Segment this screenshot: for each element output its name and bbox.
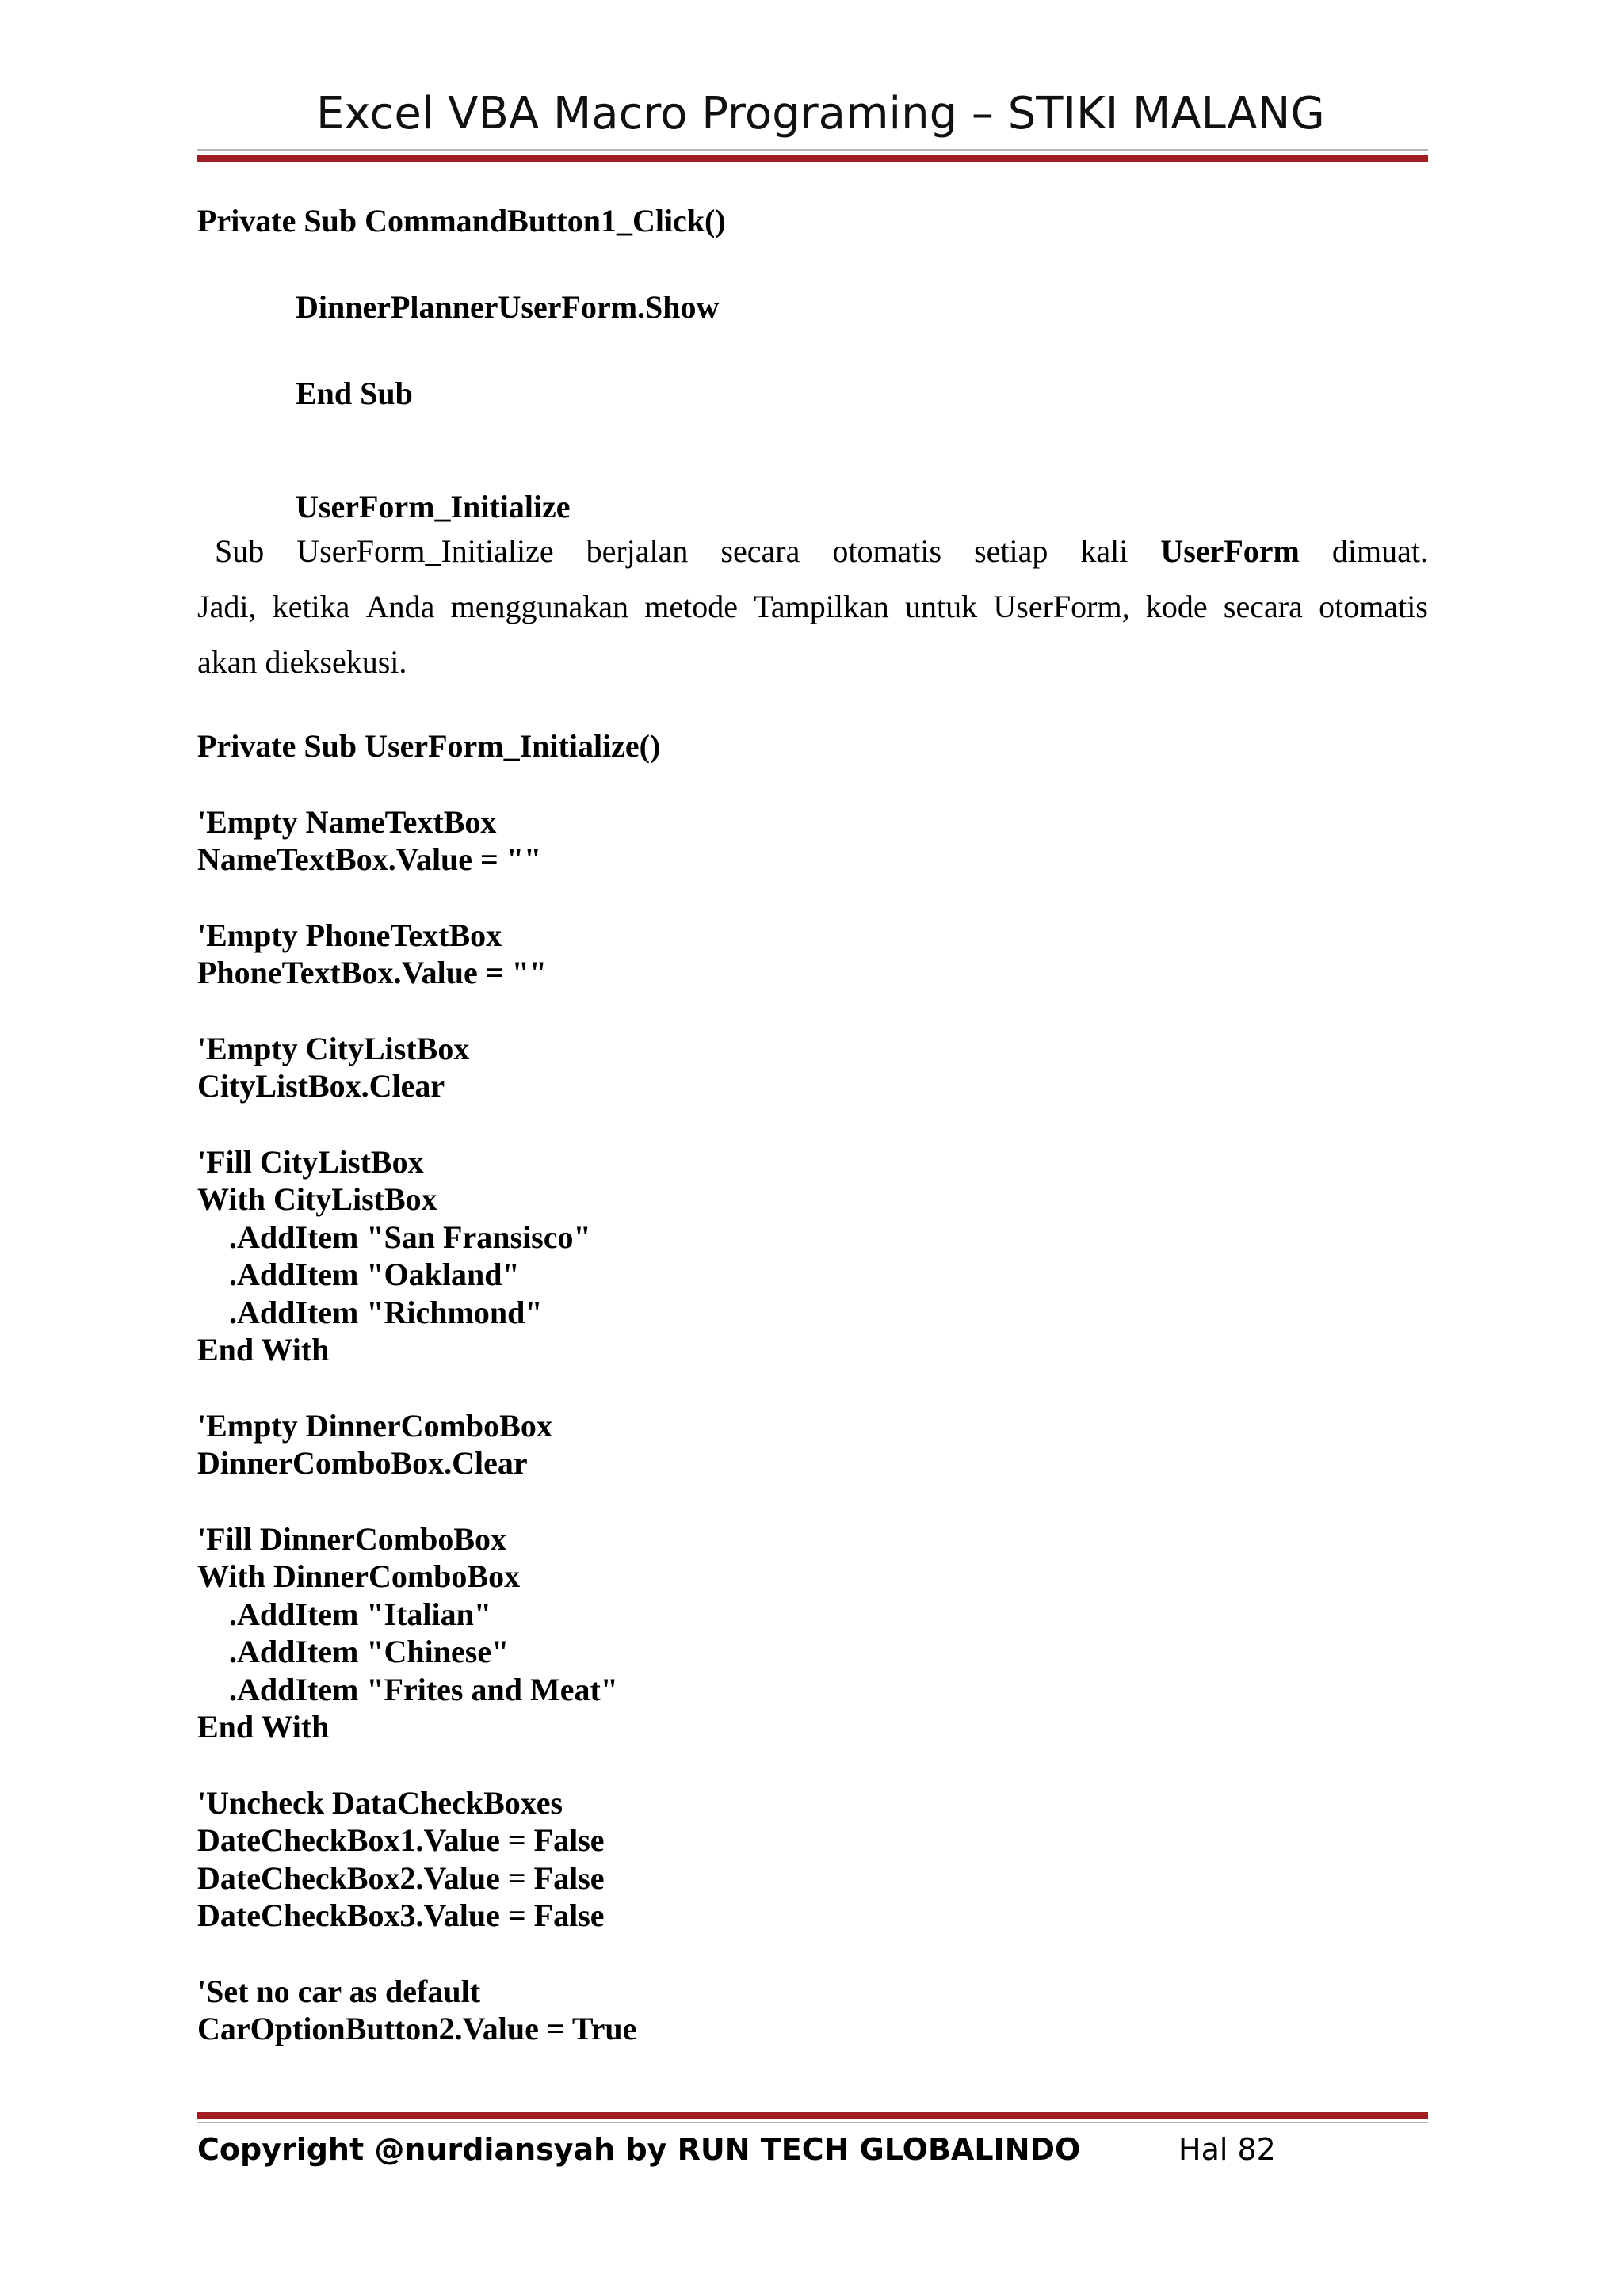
page-header-title: Excel VBA Macro Programing – STIKI MALANG — [316, 88, 1325, 139]
code-line: CityListBox.Clear — [197, 1068, 445, 1104]
paragraph-word: otomatis — [832, 533, 942, 569]
code-line: With CityListBox — [197, 1181, 437, 1217]
code-line: Private Sub UserForm_Initialize() — [197, 728, 661, 764]
paragraph-word: berjalan — [586, 533, 689, 569]
code-line: 'Empty DinnerComboBox — [197, 1408, 552, 1444]
code-line: .AddItem "Chinese" — [229, 1634, 510, 1669]
code-line: DateCheckBox2.Value = False — [197, 1860, 605, 1896]
code-line: .AddItem "Italian" — [229, 1596, 492, 1632]
footer-page-number: Hal 82 — [1178, 2132, 1276, 2167]
code-line: PhoneTextBox.Value = "" — [197, 955, 547, 990]
section-heading: UserForm_Initialize — [296, 489, 571, 524]
description-paragraph — [197, 533, 1428, 680]
code-line: End With — [197, 1709, 330, 1745]
paragraph-word: kali — [1080, 533, 1128, 569]
paragraph-line-1 — [197, 533, 1428, 569]
code-line: CarOptionButton2.Value = True — [197, 2011, 637, 2046]
paragraph-word: secara — [1223, 589, 1303, 624]
paragraph-word: ketika — [272, 589, 350, 624]
code-line: 'Uncheck DataCheckBoxes — [197, 1785, 563, 1821]
code-line: 'Empty NameTextBox — [197, 804, 497, 840]
code-line: NameTextBox.Value = "" — [197, 841, 542, 877]
paragraph-word: setiap — [974, 533, 1048, 569]
code-line-sub-decl: Private Sub CommandButton1_Click() — [197, 203, 726, 238]
code-line: 'Fill DinnerComboBox — [197, 1521, 507, 1557]
paragraph-line-2 — [197, 591, 1428, 623]
footer-rule-thin — [197, 2122, 1428, 2123]
paragraph-line-3: akan dieksekusi. — [197, 644, 407, 680]
paragraph-word: Anda — [365, 589, 435, 624]
code-line-end-sub: End Sub — [296, 376, 413, 411]
code-line-show: DinnerPlannerUserForm.Show — [296, 289, 720, 325]
code-line: DateCheckBox1.Value = False — [197, 1822, 605, 1858]
paragraph-word: UserForm, — [993, 589, 1130, 624]
paragraph-word: untuk — [905, 589, 978, 624]
code-line: .AddItem "Frites and Meat" — [229, 1672, 619, 1707]
paragraph-word: UserForm_Initialize — [296, 533, 554, 569]
code-line: End With — [197, 1332, 330, 1367]
paragraph-word: Jadi, — [197, 589, 257, 624]
paragraph-word: dimuat. — [1331, 533, 1428, 569]
code-line: DateCheckBox3.Value = False — [197, 1897, 605, 1933]
paragraph-word: Sub — [215, 533, 265, 569]
code-line: With DinnerComboBox — [197, 1558, 521, 1594]
paragraph-word: Tampilkan — [754, 589, 889, 624]
paragraph-word: menggunakan — [450, 589, 628, 624]
code-line: .AddItem "Oakland" — [229, 1257, 520, 1292]
header-rule-thin — [197, 149, 1428, 151]
code-line: 'Empty CityListBox — [197, 1031, 470, 1066]
footer-copyright: Copyright @nurdiansyah by RUN TECH GLOBALINDO — [197, 2132, 1081, 2167]
code-line: .AddItem "Richmond" — [229, 1295, 543, 1330]
footer-rule — [197, 2112, 1428, 2119]
paragraph-word: metode — [644, 589, 738, 624]
code-line: 'Set no car as default — [197, 1974, 481, 2009]
paragraph-word: kode — [1145, 589, 1208, 624]
paragraph-bold-term: UserForm — [1160, 533, 1300, 569]
paragraph-word: secara — [720, 533, 800, 569]
code-line: 'Fill CityListBox — [197, 1144, 424, 1180]
header-rule — [197, 155, 1428, 162]
code-line: DinnerComboBox.Clear — [197, 1445, 528, 1481]
paragraph-word: otomatis — [1319, 589, 1428, 624]
code-line: .AddItem "San Fransisco" — [229, 1219, 591, 1255]
code-line: 'Empty PhoneTextBox — [197, 917, 502, 953]
